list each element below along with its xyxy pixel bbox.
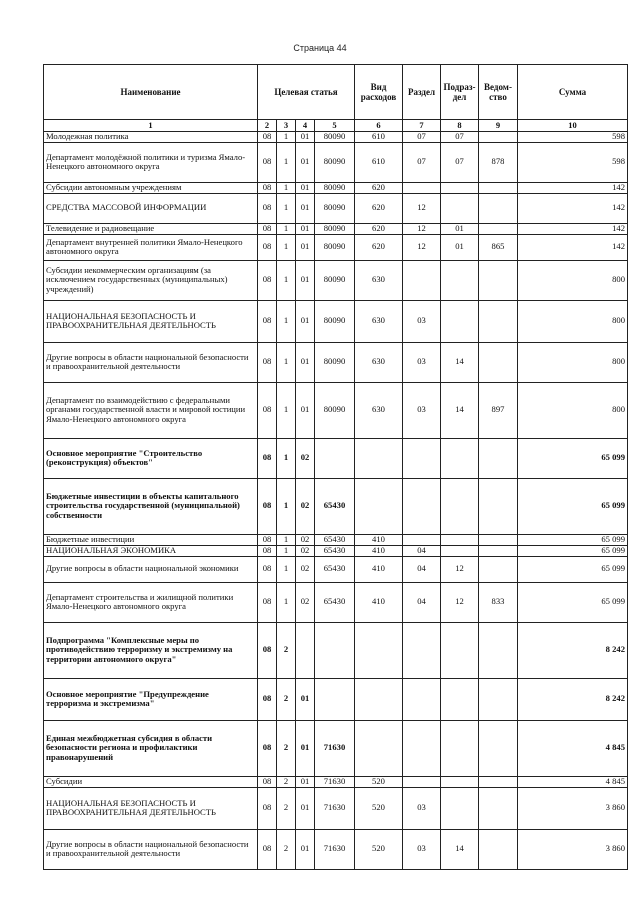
cell-sum: 142 <box>518 234 628 260</box>
cell-rz <box>403 182 441 193</box>
table-row <box>44 478 628 534</box>
cell-sum: 4 845 <box>518 776 628 787</box>
cell-ved <box>479 342 518 382</box>
cell-c3: 01 <box>296 300 315 342</box>
cell-name: Субсидии некоммерческим организациям (за исключением государственных (муниципальных) учреждений) <box>44 260 258 300</box>
cell-sum: 65 099 <box>518 582 628 622</box>
cell-ved <box>479 193 518 223</box>
cell-c3: 02 <box>296 545 315 556</box>
cell-rz: 03 <box>403 342 441 382</box>
cell-pr <box>441 438 479 478</box>
cell-c3: 01 <box>296 342 315 382</box>
cell-pr: 01 <box>441 223 479 234</box>
cell-pr <box>441 776 479 787</box>
column-number: 4 <box>296 120 315 132</box>
cell-sum: 3 860 <box>518 829 628 869</box>
header-row <box>44 65 628 120</box>
cell-pr <box>441 182 479 193</box>
cell-c1: 08 <box>258 720 277 776</box>
cell-sum: 142 <box>518 193 628 223</box>
cell-rz <box>403 478 441 534</box>
page-number: Страница 44 <box>293 43 347 53</box>
cell-sum: 800 <box>518 300 628 342</box>
cell-c3: 01 <box>296 132 315 143</box>
cell-sum: 3 860 <box>518 787 628 829</box>
cell-c4: 71630 <box>315 829 355 869</box>
cell-name: Департамент строительства и жилищной политики Ямало-Ненецкого автономного округа <box>44 582 258 622</box>
cell-c4: 65430 <box>315 545 355 556</box>
cell-rz: 12 <box>403 223 441 234</box>
cell-vr: 630 <box>355 342 403 382</box>
cell-vr <box>355 678 403 720</box>
cell-name: НАЦИОНАЛЬНАЯ ЭКОНОМИКА <box>44 545 258 556</box>
cell-vr: 620 <box>355 182 403 193</box>
cell-ved: 897 <box>479 382 518 438</box>
header-section: Раздел <box>403 65 441 120</box>
cell-rz: 03 <box>403 829 441 869</box>
cell-c2: 1 <box>277 182 296 193</box>
table-row <box>44 787 628 829</box>
header-subsection: Подраз-дел <box>441 65 479 120</box>
cell-c3: 01 <box>296 382 315 438</box>
cell-c1: 08 <box>258 622 277 678</box>
cell-c1: 08 <box>258 556 277 582</box>
cell-pr: 01 <box>441 234 479 260</box>
table-row <box>44 260 628 300</box>
cell-pr: 12 <box>441 556 479 582</box>
cell-ved <box>479 787 518 829</box>
cell-sum: 4 845 <box>518 720 628 776</box>
table-row <box>44 193 628 223</box>
cell-vr: 620 <box>355 193 403 223</box>
header-sum: Сумма <box>518 65 628 120</box>
cell-c1: 08 <box>258 545 277 556</box>
cell-name: Молодежная политика <box>44 132 258 143</box>
cell-c1: 08 <box>258 534 277 545</box>
cell-c1: 08 <box>258 300 277 342</box>
cell-name: Основное мероприятие "Строительство (реконструкция) объектов" <box>44 438 258 478</box>
cell-c1: 08 <box>258 382 277 438</box>
cell-name: Департамент по взаимодействию с федеральными органами государственной власти и мировой юстиции Ямало-Ненецкого автономного округа <box>44 382 258 438</box>
cell-vr: 410 <box>355 556 403 582</box>
cell-name: Департамент молодёжной политики и туризма Ямало-Ненецкого автономного округа <box>44 142 258 182</box>
cell-ved: 833 <box>479 582 518 622</box>
cell-c4: 65430 <box>315 582 355 622</box>
cell-rz: 07 <box>403 142 441 182</box>
cell-sum: 65 099 <box>518 534 628 545</box>
table-row <box>44 556 628 582</box>
header-department: Ведом-ство <box>479 65 518 120</box>
cell-sum: 65 099 <box>518 556 628 582</box>
cell-rz <box>403 260 441 300</box>
table-row <box>44 300 628 342</box>
column-number: 3 <box>277 120 296 132</box>
cell-c2: 1 <box>277 545 296 556</box>
budget-table <box>43 64 628 870</box>
cell-c4: 80090 <box>315 260 355 300</box>
cell-rz: 04 <box>403 545 441 556</box>
cell-pr <box>441 720 479 776</box>
cell-vr: 610 <box>355 132 403 143</box>
cell-name: Подпрограмма "Комплексные меры по противодействию терроризму и экстремизму на территории автономного округа" <box>44 622 258 678</box>
cell-vr: 630 <box>355 260 403 300</box>
cell-c4: 80090 <box>315 300 355 342</box>
cell-sum: 800 <box>518 260 628 300</box>
cell-c4: 80090 <box>315 342 355 382</box>
cell-c2: 2 <box>277 776 296 787</box>
cell-c1: 08 <box>258 787 277 829</box>
cell-name: Основное мероприятие "Предупреждение терроризма и экстремизма" <box>44 678 258 720</box>
cell-sum: 65 099 <box>518 478 628 534</box>
cell-rz: 03 <box>403 382 441 438</box>
table-row <box>44 545 628 556</box>
cell-ved <box>479 132 518 143</box>
cell-vr: 520 <box>355 829 403 869</box>
cell-vr: 610 <box>355 142 403 182</box>
cell-name: Департамент внутренней политики Ямало-Ненецкого автономного округа <box>44 234 258 260</box>
cell-rz: 04 <box>403 582 441 622</box>
cell-c1: 08 <box>258 776 277 787</box>
cell-ved <box>479 534 518 545</box>
cell-name: СРЕДСТВА МАССОВОЙ ИНФОРМАЦИИ <box>44 193 258 223</box>
cell-c2: 1 <box>277 534 296 545</box>
cell-rz: 04 <box>403 556 441 582</box>
cell-c1: 08 <box>258 582 277 622</box>
cell-c2: 2 <box>277 787 296 829</box>
cell-c4: 80090 <box>315 182 355 193</box>
cell-c3: 01 <box>296 193 315 223</box>
cell-sum: 8 242 <box>518 678 628 720</box>
table-row <box>44 382 628 438</box>
cell-c1: 08 <box>258 223 277 234</box>
cell-c4: 65430 <box>315 478 355 534</box>
cell-vr: 520 <box>355 787 403 829</box>
cell-ved <box>479 556 518 582</box>
cell-rz <box>403 534 441 545</box>
cell-rz: 03 <box>403 300 441 342</box>
cell-name: Субсидии автономным учреждениям <box>44 182 258 193</box>
cell-sum: 800 <box>518 382 628 438</box>
cell-sum: 598 <box>518 142 628 182</box>
cell-c4 <box>315 622 355 678</box>
cell-name: Субсидии <box>44 776 258 787</box>
cell-pr <box>441 622 479 678</box>
cell-c2: 2 <box>277 720 296 776</box>
table-row <box>44 223 628 234</box>
cell-c4: 80090 <box>315 234 355 260</box>
cell-ved <box>479 478 518 534</box>
table-row <box>44 720 628 776</box>
header-exp-type: Вид расходов <box>355 65 403 120</box>
cell-vr: 620 <box>355 223 403 234</box>
cell-c3: 02 <box>296 582 315 622</box>
cell-name: Бюджетные инвестиции в объекты капитального строительства государственной (муниципальной) собственности <box>44 478 258 534</box>
cell-pr <box>441 787 479 829</box>
cell-sum: 142 <box>518 182 628 193</box>
cell-sum: 598 <box>518 132 628 143</box>
cell-c3: 01 <box>296 720 315 776</box>
column-number: 8 <box>441 120 479 132</box>
cell-vr: 410 <box>355 545 403 556</box>
cell-c3: 02 <box>296 556 315 582</box>
cell-sum: 800 <box>518 342 628 382</box>
cell-name: Другие вопросы в области национальной экономики <box>44 556 258 582</box>
cell-pr: 07 <box>441 142 479 182</box>
cell-pr: 07 <box>441 132 479 143</box>
column-number: 9 <box>479 120 518 132</box>
column-number: 5 <box>315 120 355 132</box>
cell-vr <box>355 438 403 478</box>
header-name: Наименование <box>44 65 258 120</box>
cell-c3: 01 <box>296 234 315 260</box>
column-number: 2 <box>258 120 277 132</box>
table-row <box>44 829 628 869</box>
cell-c2: 1 <box>277 260 296 300</box>
cell-c1: 08 <box>258 438 277 478</box>
cell-ved <box>479 720 518 776</box>
cell-c4: 80090 <box>315 132 355 143</box>
cell-c4: 80090 <box>315 193 355 223</box>
cell-pr <box>441 545 479 556</box>
cell-pr <box>441 478 479 534</box>
cell-name: Единая межбюджетная субсидия в области безопасности региона и профилактики правонарушений <box>44 720 258 776</box>
cell-rz <box>403 678 441 720</box>
cell-sum: 142 <box>518 223 628 234</box>
cell-ved <box>479 438 518 478</box>
cell-c1: 08 <box>258 478 277 534</box>
table-row <box>44 132 628 143</box>
cell-c1: 08 <box>258 193 277 223</box>
cell-c3: 01 <box>296 829 315 869</box>
cell-c2: 1 <box>277 234 296 260</box>
cell-c2: 2 <box>277 678 296 720</box>
cell-rz: 12 <box>403 234 441 260</box>
cell-vr: 630 <box>355 300 403 342</box>
column-number: 10 <box>518 120 628 132</box>
cell-c3: 01 <box>296 776 315 787</box>
cell-rz <box>403 438 441 478</box>
cell-pr <box>441 260 479 300</box>
cell-c2: 1 <box>277 132 296 143</box>
cell-rz <box>403 720 441 776</box>
cell-c3 <box>296 622 315 678</box>
cell-c3: 01 <box>296 142 315 182</box>
column-number: 7 <box>403 120 441 132</box>
cell-c1: 08 <box>258 234 277 260</box>
cell-c2: 1 <box>277 438 296 478</box>
cell-vr <box>355 720 403 776</box>
cell-name: Телевидение и радиовещание <box>44 223 258 234</box>
cell-c1: 08 <box>258 342 277 382</box>
cell-rz <box>403 776 441 787</box>
cell-c1: 08 <box>258 182 277 193</box>
cell-vr: 630 <box>355 382 403 438</box>
cell-rz: 03 <box>403 787 441 829</box>
cell-c3: 01 <box>296 223 315 234</box>
cell-vr: 620 <box>355 234 403 260</box>
cell-sum: 65 099 <box>518 545 628 556</box>
cell-c1: 08 <box>258 829 277 869</box>
cell-c2: 2 <box>277 829 296 869</box>
cell-c3: 01 <box>296 182 315 193</box>
cell-ved: 878 <box>479 142 518 182</box>
cell-vr: 520 <box>355 776 403 787</box>
cell-ved <box>479 300 518 342</box>
cell-c4: 80090 <box>315 142 355 182</box>
cell-ved <box>479 545 518 556</box>
cell-c4 <box>315 678 355 720</box>
cell-name: НАЦИОНАЛЬНАЯ БЕЗОПАСНОСТЬ И ПРАВООХРАНИТЕЛЬНАЯ ДЕЯТЕЛЬНОСТЬ <box>44 300 258 342</box>
cell-sum: 8 242 <box>518 622 628 678</box>
column-number: 1 <box>44 120 258 132</box>
cell-ved <box>479 829 518 869</box>
cell-pr: 12 <box>441 582 479 622</box>
table-row <box>44 776 628 787</box>
column-number-row <box>44 120 628 132</box>
cell-pr <box>441 193 479 223</box>
table-row <box>44 678 628 720</box>
cell-name: Другие вопросы в области национальной безопасности и правоохранительной деятельности <box>44 829 258 869</box>
table-row <box>44 142 628 182</box>
cell-ved <box>479 678 518 720</box>
cell-ved <box>479 776 518 787</box>
table-row <box>44 182 628 193</box>
cell-sum: 65 099 <box>518 438 628 478</box>
cell-rz: 07 <box>403 132 441 143</box>
cell-c4: 71630 <box>315 776 355 787</box>
cell-c2: 2 <box>277 622 296 678</box>
cell-c4: 71630 <box>315 720 355 776</box>
cell-c1: 08 <box>258 142 277 182</box>
cell-ved <box>479 622 518 678</box>
table-row <box>44 438 628 478</box>
cell-vr: 410 <box>355 582 403 622</box>
cell-c4: 71630 <box>315 787 355 829</box>
cell-ved: 865 <box>479 234 518 260</box>
cell-c1: 08 <box>258 260 277 300</box>
cell-pr <box>441 534 479 545</box>
cell-c2: 1 <box>277 556 296 582</box>
cell-c3: 01 <box>296 260 315 300</box>
column-number: 6 <box>355 120 403 132</box>
cell-c3: 02 <box>296 534 315 545</box>
cell-c4: 80090 <box>315 382 355 438</box>
cell-rz <box>403 622 441 678</box>
cell-c1: 08 <box>258 678 277 720</box>
cell-name: Бюджетные инвестиции <box>44 534 258 545</box>
table-row <box>44 234 628 260</box>
table-row <box>44 342 628 382</box>
cell-rz: 12 <box>403 193 441 223</box>
cell-c2: 1 <box>277 142 296 182</box>
cell-c2: 1 <box>277 193 296 223</box>
cell-pr: 14 <box>441 342 479 382</box>
cell-ved <box>479 260 518 300</box>
cell-c2: 1 <box>277 300 296 342</box>
cell-pr: 14 <box>441 829 479 869</box>
cell-c4: 65430 <box>315 556 355 582</box>
cell-c2: 1 <box>277 342 296 382</box>
cell-c4: 80090 <box>315 223 355 234</box>
cell-c2: 1 <box>277 382 296 438</box>
cell-ved <box>479 223 518 234</box>
cell-c2: 1 <box>277 478 296 534</box>
cell-c4 <box>315 438 355 478</box>
cell-c2: 1 <box>277 223 296 234</box>
cell-c2: 1 <box>277 582 296 622</box>
cell-c3: 02 <box>296 438 315 478</box>
cell-name: Другие вопросы в области национальной безопасности и правоохранительной деятельности <box>44 342 258 382</box>
cell-c3: 01 <box>296 787 315 829</box>
cell-pr <box>441 678 479 720</box>
cell-c3: 02 <box>296 478 315 534</box>
cell-pr: 14 <box>441 382 479 438</box>
table-row <box>44 582 628 622</box>
cell-c4: 65430 <box>315 534 355 545</box>
header-target: Целевая статья <box>258 65 355 120</box>
cell-name: НАЦИОНАЛЬНАЯ БЕЗОПАСНОСТЬ И ПРАВООХРАНИТЕЛЬНАЯ ДЕЯТЕЛЬНОСТЬ <box>44 787 258 829</box>
cell-vr <box>355 478 403 534</box>
cell-vr <box>355 622 403 678</box>
cell-pr <box>441 300 479 342</box>
cell-ved <box>479 182 518 193</box>
table-row <box>44 534 628 545</box>
cell-c1: 08 <box>258 132 277 143</box>
table-row <box>44 622 628 678</box>
cell-vr: 410 <box>355 534 403 545</box>
cell-c3: 01 <box>296 678 315 720</box>
